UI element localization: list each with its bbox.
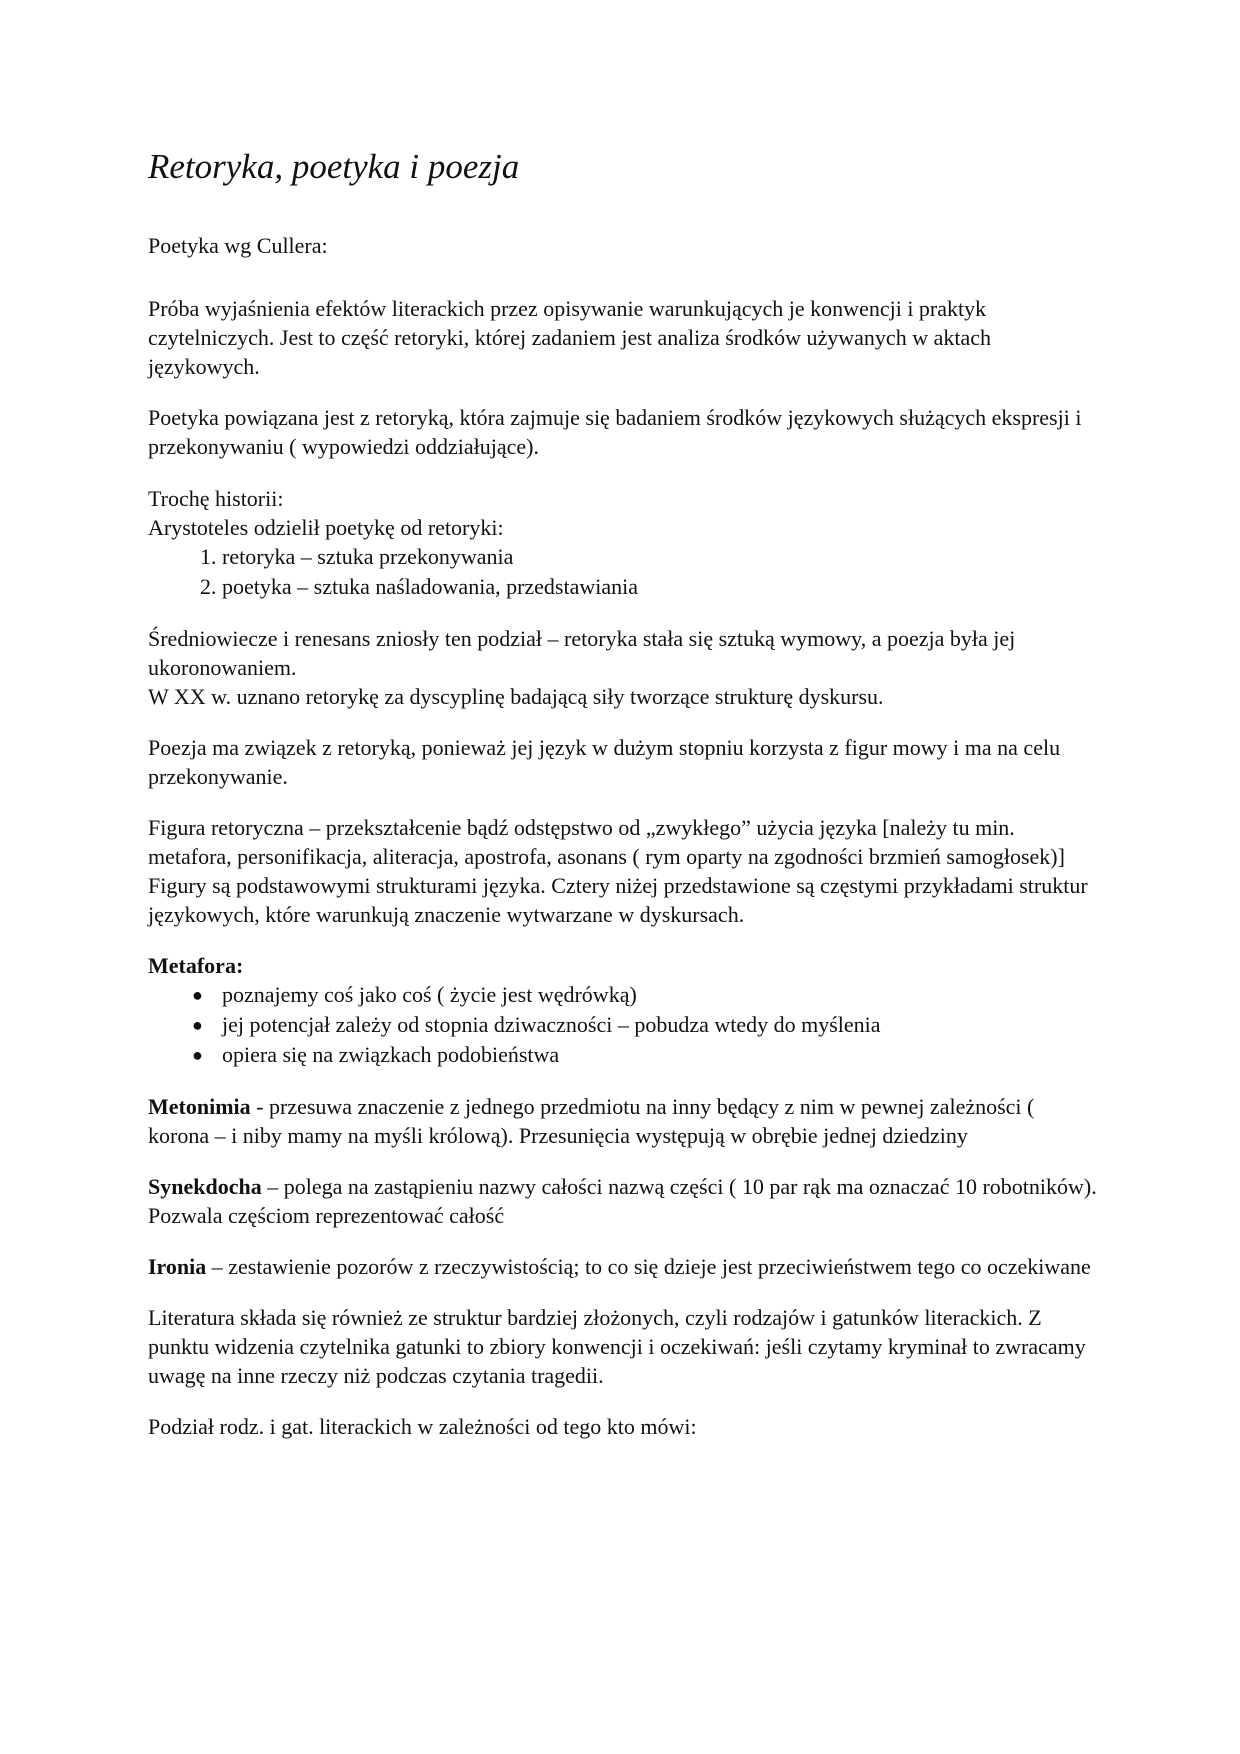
bullet-icon: ● xyxy=(192,984,203,1005)
list-item-text: jej potencjał zależy od stopnia dziwaczności – pobudza wtedy do myślenia xyxy=(222,1011,881,1037)
synekdocha-term: Synekdocha xyxy=(148,1173,262,1199)
metonimia-term: Metonimia xyxy=(148,1093,251,1119)
metafora-list xyxy=(148,980,1100,1070)
ironia-term: Ironia xyxy=(148,1253,207,1279)
paragraph-figures-basic: Figury są podstawowymi strukturami języka. Cztery niżej przedstawione są częstymi przykładami struktur językowych, które warunkują znaczenie wytwarzane w dyskursach. xyxy=(148,872,1088,927)
paragraph-poetry: Poezja ma związek z retoryką, ponieważ jej język w dużym stopniu korzysta z figur mowy i ma na celu przekonywanie. xyxy=(148,734,1061,789)
history-heading: Trochę historii: xyxy=(148,485,284,511)
paragraph-20th-century: W XX w. uznano retorykę za dyscyplinę badającą siły tworzące strukturę dyskursu. xyxy=(148,683,884,709)
bullet-icon: ● xyxy=(192,1044,203,1065)
history-line: Arystoteles odzielił poetykę od retoryki: xyxy=(148,514,504,540)
ironia-text: – zestawienie pozorów z rzeczywistością; to co się dzieje jest przeciwieństwem tego co oczekiwane xyxy=(206,1253,1091,1279)
metafora-heading xyxy=(148,951,1100,980)
list-item: 1. retoryka – sztuka przekonywania xyxy=(222,542,1100,572)
paragraph-definition: Próba wyjaśnienia efektów literackich przez opisywanie warunkujących je konwencji i praktyk czytelniczych. Jest to część retoryki, której zadaniem jest analiza środków używanych w aktach językowych. xyxy=(148,295,991,379)
metonimia-text: - przesuwa znaczenie z jednego przedmiotu na inny będący z nim w pewnej zależności ( korona – i niby mamy na myśli królową). Przesunięcia występują w obrębie jednej dziedziny xyxy=(148,1093,1035,1148)
paragraph-metonimia xyxy=(148,1092,1100,1150)
paragraph-figure: Figura retoryczna – przekształcenie bądź odstępstwo od „zwykłego” użycia języka [należy tu min. metafora, personifikacja, aliteracja, apostrofa, asonans ( rym oparty na zgodności brzmień samogłosek)] xyxy=(148,814,1065,869)
list-item xyxy=(192,1010,1100,1040)
paragraph-division: Podział rodz. i gat. literackich w zależności od tego kto mówi: xyxy=(148,1413,697,1439)
list-item: 2. poetyka – sztuka naśladowania, przedstawiania xyxy=(222,572,1100,602)
metafora-term: Metafora: xyxy=(148,952,244,978)
paragraph-middle-ages: Średniowiecze i renesans zniosły ten podział – retoryka stała się sztuką wymowy, a poezja była jej ukoronowaniem. xyxy=(148,625,1016,680)
paragraph-ironia xyxy=(148,1252,1100,1281)
synekdocha-text: – polega na zastąpieniu nazwy całości nazwą części ( 10 par rąk ma oznaczać 10 robotników). Pozwala częściom reprezentować całość xyxy=(148,1173,1097,1228)
page-title: Retoryka, poetyka i poezja xyxy=(148,147,520,186)
list-item-text: poznajemy coś jako coś ( życie jest wędrówką) xyxy=(222,981,637,1007)
intro-heading: Poetyka wg Cullera: xyxy=(148,232,328,258)
paragraph-relation: Poetyka powiązana jest z retoryką, która zajmuje się badaniem środków językowych służących ekspresji i przekonywaniu ( wypowiedzi oddziałujące). xyxy=(148,404,1082,459)
list-item xyxy=(192,980,1100,1010)
list-item xyxy=(192,1040,1100,1070)
history-list xyxy=(148,542,1100,602)
bullet-icon: ● xyxy=(192,1014,203,1035)
list-item-text: opiera się na związkach podobieństwa xyxy=(222,1041,560,1067)
paragraph-synekdocha xyxy=(148,1172,1100,1230)
paragraph-genres: Literatura składa się również ze struktur bardziej złożonych, czyli rodzajów i gatunków literackich. Z punktu widzenia czytelnika gatunki to zbiory konwencji i oczekiwań: jeśli czytamy kryminał to zwracamy uwagę na inne rzeczy niż podczas czytania tragedii. xyxy=(148,1304,1086,1388)
